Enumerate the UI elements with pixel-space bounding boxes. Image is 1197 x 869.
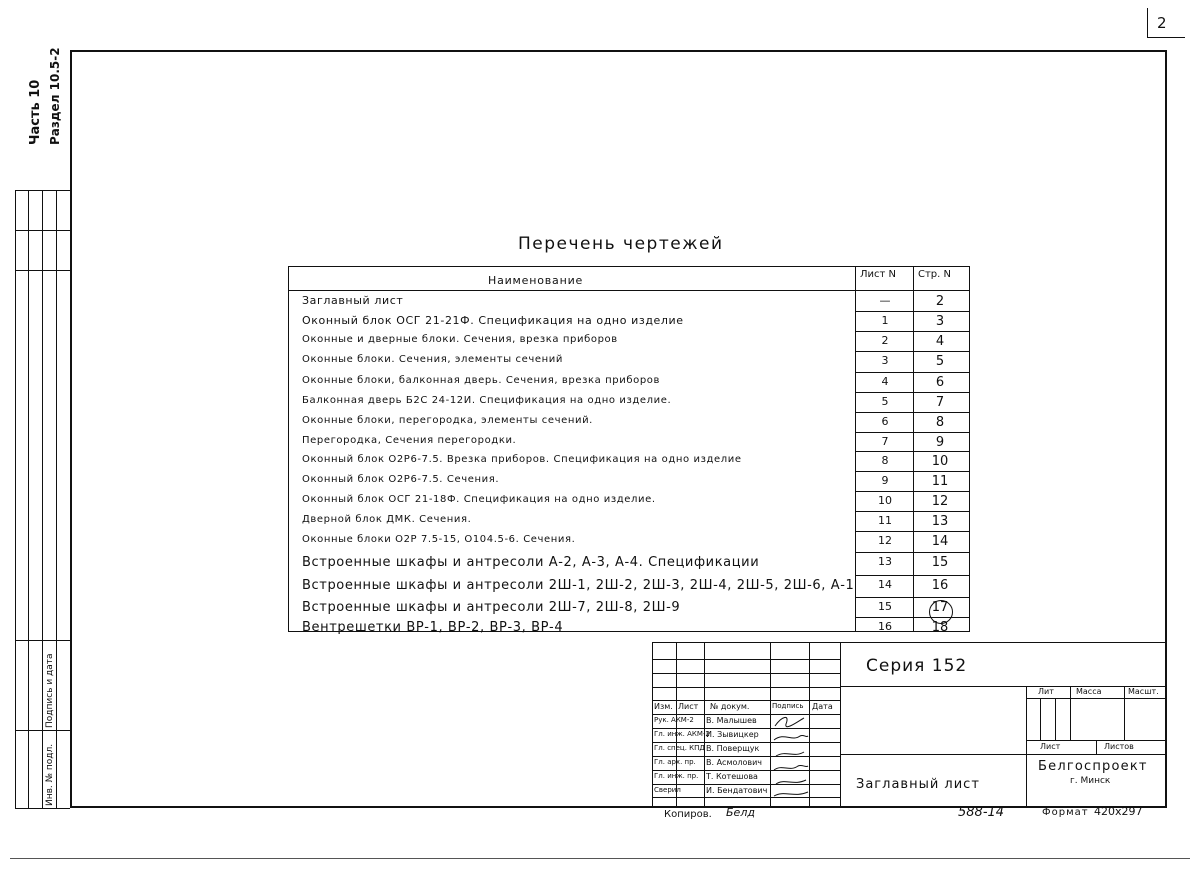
col-sign: Подпись (772, 702, 804, 710)
series-label: Серия 152 (866, 656, 968, 676)
row-sheet: — (879, 294, 891, 307)
row-page: 14 (931, 534, 949, 549)
staff-role: Гл. инж. пр. (654, 772, 699, 780)
org-city: г. Минск (1070, 776, 1111, 786)
row-name: Балконная дверь Б2С 24-12И. Спецификация на одно изделие. (302, 395, 672, 406)
row-page: 18 (931, 620, 949, 635)
row-name: Оконные блоки. Сечения, элементы сечений (302, 354, 563, 365)
staff-role: Рук. АКМ-2 (654, 716, 694, 724)
row-sheet: 9 (881, 474, 889, 487)
copied-label: Копиров. (664, 809, 712, 820)
row-page: 3 (935, 314, 945, 329)
staff-role: Гл. спец. КПД (654, 744, 705, 752)
col-list: Лист (678, 702, 699, 711)
row-sheet: 12 (878, 534, 892, 547)
row-page: 11 (931, 474, 949, 489)
row-divider (855, 392, 970, 393)
row-page: 4 (935, 334, 945, 349)
row-sheet: 10 (878, 494, 892, 507)
row-page: 9 (935, 435, 945, 450)
row-divider (855, 351, 970, 352)
doc-code: 588-14 (958, 805, 1005, 820)
signatures (770, 712, 810, 798)
row-page: 7 (935, 395, 945, 410)
title-block (652, 642, 1167, 808)
doc-title: Заглавный лист (856, 777, 980, 792)
scale-label: Масшт. (1128, 687, 1159, 696)
row-divider (855, 575, 970, 576)
row-name: Встроенные шкафы и антресоли 2Ш-1, 2Ш-2, 2Ш-3, 2Ш-4, 2Ш-5, 2Ш-6, А-1 (302, 578, 855, 593)
staff-name: И. Бендатович (706, 786, 768, 795)
row-name: Перегородка, Сечения перегородки. (302, 435, 517, 446)
row-name: Оконный блок О2Р6-7.5. Сечения. (302, 474, 500, 485)
row-sheet: 11 (878, 514, 892, 527)
section-label: Раздел 10.5-2 (48, 47, 62, 145)
row-name: Оконные и дверные блоки. Сечения, врезка приборов (302, 334, 618, 345)
row-divider (855, 331, 970, 332)
row-name: Встроенные шкафы и антресоли А-2, А-3, А-4. Спецификации (302, 555, 760, 570)
row-name: Встроенные шкафы и антресоли 2Ш-7, 2Ш-8, 2Ш-9 (302, 600, 681, 615)
row-sheet: 8 (881, 454, 889, 467)
row-sheet: 13 (878, 555, 892, 568)
staff-name: И. Зывицкер (706, 730, 759, 739)
row-name: Оконный блок О2Р6-7.5. Врезка приборов. Спецификация на одно изделие (302, 454, 742, 465)
row-page: 15 (931, 555, 949, 570)
row-name: Заглавный лист (302, 294, 404, 307)
row-sheet: 5 (881, 395, 889, 408)
copier-signature: Белд (726, 806, 755, 819)
row-divider (855, 372, 970, 373)
sheet-number-box (1147, 8, 1148, 38)
header-sheet: Лист N (860, 269, 897, 280)
row-page: 8 (935, 415, 945, 430)
part-label: Часть 10 (28, 79, 43, 145)
row-sheet: 14 (878, 578, 892, 591)
row-divider (855, 471, 970, 472)
bottom-edge-line (10, 858, 1190, 859)
row-page: 6 (935, 375, 945, 390)
row-sheet: 16 (878, 620, 892, 633)
row-divider (855, 451, 970, 452)
row-page: 13 (931, 514, 949, 529)
sheets-label: Листов (1104, 742, 1134, 751)
row-divider (855, 491, 970, 492)
format-value: 420x297 (1094, 805, 1143, 818)
row-name: Оконный блок ОСГ 21-21Ф. Спецификация на одно изделие (302, 314, 684, 327)
row-divider (855, 531, 970, 532)
col-izm: Изм. (654, 702, 673, 711)
sign-date-label: Подпись и дата (45, 653, 55, 728)
row-name: Оконные блоки, перегородка, элементы сечений. (302, 415, 593, 426)
col-doc: № докум. (710, 702, 750, 711)
page-18-circle (929, 600, 953, 624)
inv-no-label: Инв. № подл. (45, 743, 55, 806)
lit-label: Лит (1038, 687, 1054, 696)
row-sheet: 3 (881, 354, 889, 367)
sheet-number: 2 (1157, 14, 1167, 32)
row-sheet: 2 (881, 334, 889, 347)
col-date: Дата (812, 702, 833, 711)
staff-role: Гл. арх. пр. (654, 758, 696, 766)
row-page: 2 (935, 294, 945, 309)
row-sheet: 4 (881, 375, 889, 388)
row-divider (855, 511, 970, 512)
row-sheet: 15 (878, 600, 892, 613)
row-sheet: 6 (881, 415, 889, 428)
row-divider (855, 617, 970, 618)
format-label: Формат (1042, 807, 1089, 818)
sheet-number-box-bottom (1147, 37, 1185, 38)
header-name: Наименование (488, 274, 584, 287)
row-divider (855, 311, 970, 312)
staff-name: Т. Котешова (706, 772, 758, 781)
row-name: Оконные блоки О2Р 7.5-15, О104.5-6. Сечения. (302, 534, 576, 545)
row-page: 5 (935, 354, 945, 369)
sheet-label: Лист (1040, 742, 1061, 751)
row-divider (855, 412, 970, 413)
row-name: Дверной блок ДМК. Сечения. (302, 514, 472, 525)
header-page: Стр. N (918, 269, 951, 280)
staff-role: Сверил (654, 786, 681, 794)
row-divider (855, 597, 970, 598)
row-name: Оконные блоки, балконная дверь. Сечения, врезка приборов (302, 375, 660, 386)
row-page: 10 (931, 454, 949, 469)
row-sheet: 1 (881, 314, 889, 327)
staff-role: Гл. инж. АКМ-2 (654, 730, 710, 738)
staff-name: В. Поверщук (706, 744, 760, 753)
row-divider (855, 552, 970, 553)
list-title: Перечень чертежей (518, 234, 724, 254)
org-name: Белгоспроект (1038, 759, 1148, 774)
row-divider (855, 432, 970, 433)
row-page: 12 (931, 494, 949, 509)
row-name: Вентрешетки ВР-1, ВР-2, ВР-3, ВР-4 (302, 620, 564, 635)
row-sheet: 7 (881, 435, 889, 448)
staff-name: В. Асмолович (706, 758, 763, 767)
row-name: Оконный блок ОСГ 21-18Ф. Спецификация на одно изделие. (302, 494, 656, 505)
row-page: 17 (931, 600, 949, 615)
drawings-list-table (288, 262, 970, 635)
mass-label: Масса (1076, 687, 1102, 696)
staff-name: В. Малышев (706, 716, 757, 725)
row-page: 16 (931, 578, 949, 593)
